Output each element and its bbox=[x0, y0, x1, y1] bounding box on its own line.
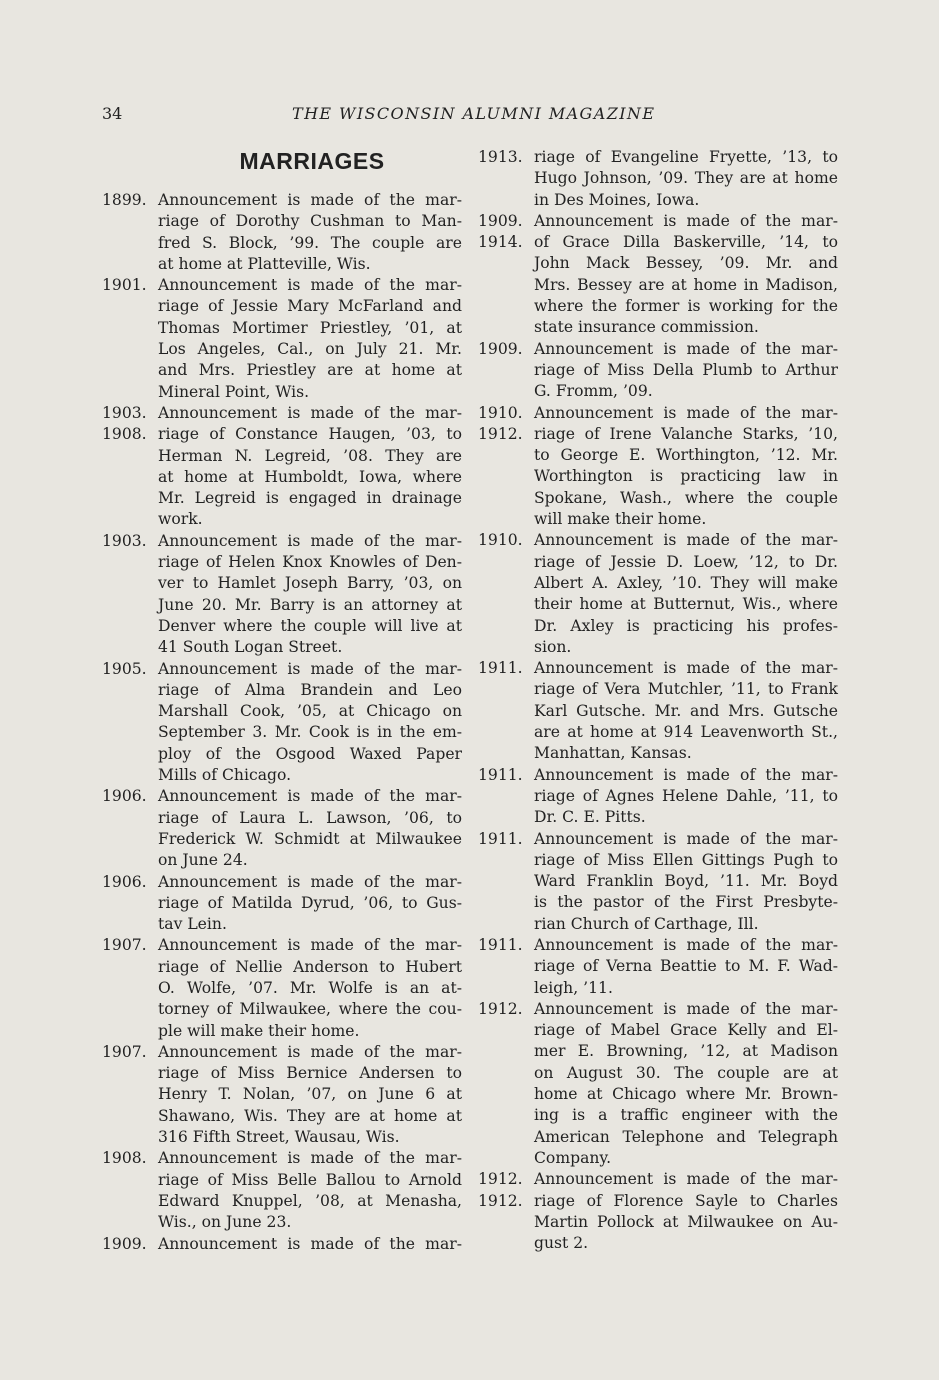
entry-text: at home at Humboldt, Iowa, where bbox=[158, 467, 462, 486]
entry-text: Announcement is made of the mar- bbox=[534, 659, 838, 678]
entry-text: riage of Alma Brandein and Leo bbox=[158, 680, 462, 699]
entry-line bbox=[478, 190, 838, 211]
entry-text: riage of Miss Ellen Gittings Pugh to bbox=[534, 850, 838, 869]
entry-year: 1905. bbox=[102, 659, 147, 678]
entry-text: in Des Moines, Iowa. bbox=[534, 190, 700, 209]
entry-line bbox=[478, 147, 838, 168]
entry-year: 1909. bbox=[478, 211, 523, 230]
entry-text: riage of Miss Bernice Andersen to bbox=[158, 1064, 462, 1083]
entry-text: Edward Knuppel, ’08, at Menasha, bbox=[158, 1191, 462, 1210]
entry-text: riage of Dorothy Cushman to Man- bbox=[158, 212, 462, 231]
entry-line bbox=[478, 530, 838, 551]
entry-text: ple will make their home. bbox=[158, 1021, 360, 1040]
entry-text: American Telephone and Telegraph bbox=[534, 1127, 838, 1146]
left-column-lines bbox=[102, 190, 462, 1255]
entry-line bbox=[102, 744, 462, 765]
entry-text: Thomas Mortimer Priestley, ’01, at bbox=[158, 318, 462, 337]
entry-text: rian Church of Carthage, Ill. bbox=[534, 914, 759, 933]
entry-text: riage of Jessie Mary McFarland and bbox=[158, 297, 462, 316]
entry-text: Announcement is made of the mar- bbox=[158, 531, 462, 550]
entry-line bbox=[478, 296, 838, 317]
entry-year: 1906. bbox=[102, 872, 147, 891]
entry-year: 1909. bbox=[478, 339, 523, 358]
entry-year: 1912. bbox=[478, 424, 523, 443]
entry-line bbox=[102, 1021, 462, 1042]
entry-text: Mr. Legreid is engaged in drainage bbox=[158, 489, 462, 508]
entry-text: G. Fromm, ’09. bbox=[534, 382, 653, 401]
magazine-title: THE WISCONSIN ALUMNI MAGAZINE bbox=[292, 104, 656, 123]
entry-text: Marshall Cook, ’05, at Chicago on bbox=[158, 702, 462, 721]
entry-text: riage of Matilda Dyrud, ’06, to Gus- bbox=[158, 893, 462, 912]
entry-text: Karl Gutsche. Mr. and Mrs. Gutsche bbox=[534, 701, 838, 720]
entry-line bbox=[102, 531, 462, 552]
entry-line bbox=[102, 360, 462, 381]
entry-text: Announcement is made of the mar- bbox=[158, 1149, 462, 1168]
entry-line bbox=[478, 786, 838, 807]
entry-year: 1899. bbox=[102, 191, 147, 209]
entry-text: riage of Jessie D. Loew, ’12, to Dr. bbox=[534, 552, 838, 571]
entry-line bbox=[102, 1042, 462, 1063]
entry-text: tav Lein. bbox=[158, 915, 227, 934]
entry-line bbox=[478, 637, 838, 658]
entry-line bbox=[478, 381, 838, 402]
right-column bbox=[478, 147, 838, 1254]
entry-line bbox=[102, 403, 462, 424]
entry-year: 1912. bbox=[478, 999, 523, 1018]
entry-line bbox=[478, 892, 838, 913]
entry-text: Wis., on June 23. bbox=[158, 1213, 292, 1232]
entry-text: Mills of Chicago. bbox=[158, 766, 292, 785]
entry-year: 1906. bbox=[102, 787, 147, 806]
entry-line bbox=[478, 1169, 838, 1190]
entry-text: Shawano, Wis. They are at home at bbox=[158, 1106, 462, 1125]
entry-text: John Mack Bessey, ’09. Mr. and bbox=[534, 254, 838, 273]
entry-line bbox=[102, 254, 462, 275]
entry-text: fred S. Block, ’99. The couple are bbox=[158, 233, 462, 252]
entry-text: Henry T. Nolan, ’07, on June 6 at bbox=[158, 1085, 462, 1104]
entry-text: ploy of the Osgood Waxed Paper bbox=[158, 744, 462, 763]
entry-text: Manhattan, Kansas. bbox=[534, 744, 692, 763]
entry-line bbox=[102, 318, 462, 339]
entry-line bbox=[102, 382, 462, 403]
right-column-lines bbox=[478, 147, 838, 1254]
entry-text: and Mrs. Priestley are at home at bbox=[158, 361, 462, 380]
entry-line bbox=[478, 701, 838, 722]
entry-year: 1907. bbox=[102, 936, 147, 955]
entry-line bbox=[102, 808, 462, 829]
entry-text: Announcement is made of the mar- bbox=[158, 191, 462, 209]
entry-text: Announcement is made of the mar- bbox=[534, 403, 838, 422]
entry-line bbox=[478, 999, 838, 1020]
entry-line bbox=[478, 1041, 838, 1062]
entry-line bbox=[478, 829, 838, 850]
entry-line bbox=[478, 722, 838, 743]
entry-text: riage of Laura L. Lawson, ’06, to bbox=[158, 808, 462, 827]
entry-text: Company. bbox=[534, 1148, 612, 1167]
entry-line bbox=[478, 488, 838, 509]
entry-line bbox=[478, 253, 838, 274]
entry-text: ing is a traffic engineer with the bbox=[534, 1106, 838, 1125]
entry-text: Albert A. Axley, ’10. They will make bbox=[534, 573, 838, 592]
entry-text: where the former is working for the bbox=[534, 297, 838, 316]
entry-text: gust 2. bbox=[534, 1234, 589, 1253]
entry-text: riage of Agnes Helene Dahle, ’11, to bbox=[534, 786, 838, 805]
entry-text: to George E. Worthington, ’12. Mr. bbox=[534, 446, 838, 465]
entry-text: riage of Constance Haugen, ’03, to bbox=[158, 425, 462, 444]
entry-text: riage of Mabel Grace Kelly and El- bbox=[534, 1021, 838, 1040]
entry-text: Announcement is made of the mar- bbox=[158, 787, 462, 806]
entry-line bbox=[478, 978, 838, 999]
entry-line bbox=[102, 680, 462, 701]
entry-year: 1903. bbox=[102, 403, 147, 422]
entry-line bbox=[102, 659, 462, 680]
entry-line bbox=[102, 509, 462, 530]
entry-text: are at home at 914 Leavenworth St., bbox=[534, 723, 838, 742]
entry-line bbox=[102, 637, 462, 658]
entry-text: Announcement is made of the mar- bbox=[534, 1170, 838, 1189]
entry-text: riage of Miss Belle Ballou to Arnold bbox=[158, 1170, 462, 1189]
entry-text: riage of Florence Sayle to Charles bbox=[534, 1191, 838, 1210]
entry-text: Mrs. Bessey are at home in Madison, bbox=[534, 275, 838, 294]
entry-text: Dr. Axley is practicing his profes- bbox=[534, 616, 838, 635]
entry-line bbox=[102, 935, 462, 956]
entry-text: Announcement is made of the mar- bbox=[158, 1042, 462, 1061]
entry-text: sion. bbox=[534, 637, 572, 656]
entry-line bbox=[102, 296, 462, 317]
entry-line bbox=[102, 339, 462, 360]
entry-line bbox=[478, 1063, 838, 1084]
entry-text: Martin Pollock at Milwaukee on Au- bbox=[534, 1212, 838, 1231]
entry-line bbox=[478, 594, 838, 615]
entry-line bbox=[478, 1212, 838, 1233]
entry-line bbox=[478, 1020, 838, 1041]
entry-text: home at Chicago where Mr. Brown- bbox=[534, 1085, 838, 1104]
entry-year: 1911. bbox=[478, 659, 523, 678]
entry-line bbox=[478, 168, 838, 189]
entry-text: Worthington is practicing law in bbox=[534, 467, 838, 486]
entry-line bbox=[102, 233, 462, 254]
entry-year: 1909. bbox=[102, 1234, 147, 1253]
entry-year: 1907. bbox=[102, 1042, 147, 1061]
entry-line bbox=[102, 616, 462, 637]
entry-line bbox=[102, 573, 462, 594]
section-title: MARRIAGES bbox=[239, 148, 385, 174]
entry-line bbox=[478, 466, 838, 487]
entry-text: riage of Vera Mutchler, ’11, to Frank bbox=[534, 680, 838, 699]
entry-line bbox=[478, 807, 838, 828]
entry-text: Announcement is made of the mar- bbox=[158, 403, 462, 422]
entry-text: Announcement is made of the mar- bbox=[534, 935, 838, 954]
entry-year: 1912. bbox=[478, 1170, 523, 1189]
entry-text: Los Angeles, Cal., on July 21. Mr. bbox=[158, 340, 462, 359]
entry-line bbox=[102, 1191, 462, 1212]
entry-line bbox=[102, 978, 462, 999]
entry-text: 316 Fifth Street, Wausau, Wis. bbox=[158, 1128, 400, 1147]
entry-line bbox=[478, 275, 838, 296]
entry-line bbox=[102, 1234, 462, 1255]
entry-line bbox=[102, 552, 462, 573]
entry-line bbox=[478, 1084, 838, 1105]
entry-text: September 3. Mr. Cook is in the em- bbox=[158, 723, 462, 742]
entry-line bbox=[102, 488, 462, 509]
entry-text: riage of Irene Valanche Starks, ’10, bbox=[534, 424, 838, 443]
entry-line bbox=[102, 275, 462, 296]
entry-text: Announcement is made of the mar- bbox=[534, 999, 838, 1018]
entry-line bbox=[102, 850, 462, 871]
entry-text: will make their home. bbox=[534, 510, 707, 529]
entry-text: 41 South Logan Street. bbox=[158, 638, 343, 657]
entry-text: Announcement is made of the mar- bbox=[534, 829, 838, 848]
entry-text: O. Wolfe, ’07. Mr. Wolfe is an at- bbox=[158, 978, 462, 997]
entry-line bbox=[478, 935, 838, 956]
entry-text: mer E. Browning, ’12, at Madison bbox=[534, 1042, 838, 1061]
entry-text: Spokane, Wash., where the couple bbox=[534, 488, 838, 507]
entry-line bbox=[102, 424, 462, 445]
entry-line bbox=[102, 701, 462, 722]
entry-year: 1901. bbox=[102, 276, 147, 295]
entry-text: work. bbox=[158, 510, 203, 529]
entry-line bbox=[478, 360, 838, 381]
entry-text: riage of Miss Della Plumb to Arthur bbox=[534, 360, 838, 379]
entry-text: state insurance commission. bbox=[534, 318, 759, 337]
entry-line bbox=[478, 658, 838, 679]
entry-line bbox=[102, 786, 462, 807]
entry-text: Denver where the couple will live at bbox=[158, 616, 462, 635]
entry-line bbox=[102, 190, 462, 211]
entry-line bbox=[102, 722, 462, 743]
entry-line bbox=[102, 1106, 462, 1127]
entry-line bbox=[102, 765, 462, 786]
entry-line bbox=[102, 211, 462, 232]
entry-text: leigh, ’11. bbox=[534, 978, 613, 997]
entry-text: at home at Platteville, Wis. bbox=[158, 254, 371, 273]
entry-line bbox=[102, 829, 462, 850]
entry-line bbox=[102, 1170, 462, 1191]
entry-text: Announcement is made of the mar- bbox=[158, 936, 462, 955]
entry-line bbox=[478, 1127, 838, 1148]
entry-line bbox=[478, 573, 838, 594]
entry-text: riage of Helen Knox Knowles of Den- bbox=[158, 553, 462, 572]
entry-line bbox=[478, 424, 838, 445]
entry-text: on June 24. bbox=[158, 851, 248, 870]
entry-line bbox=[102, 999, 462, 1020]
entry-year: 1911. bbox=[478, 829, 523, 848]
entry-year: 1910. bbox=[478, 531, 523, 550]
entry-text: Announcement is made of the mar- bbox=[534, 211, 838, 230]
entry-line bbox=[478, 317, 838, 338]
entry-text: is the pastor of the First Presbyte- bbox=[534, 893, 838, 912]
entry-text: Ward Franklin Boyd, ’11. Mr. Boyd bbox=[534, 872, 838, 891]
entry-line bbox=[102, 872, 462, 893]
entry-line bbox=[478, 850, 838, 871]
entry-year: 1912. bbox=[478, 1191, 523, 1210]
entry-line bbox=[478, 956, 838, 977]
entry-line bbox=[478, 765, 838, 786]
entry-line bbox=[102, 893, 462, 914]
entry-text: Hugo Johnson, ’09. They are at home bbox=[534, 169, 838, 188]
entry-text: Dr. C. E. Pitts. bbox=[534, 808, 646, 827]
entry-line bbox=[102, 595, 462, 616]
entry-text: Announcement is made of the mar- bbox=[158, 659, 462, 678]
entry-line bbox=[102, 1084, 462, 1105]
entry-year: 1908. bbox=[102, 425, 147, 444]
entry-year: 1910. bbox=[478, 403, 523, 422]
entry-year: 1913. bbox=[478, 148, 523, 166]
entry-line bbox=[478, 914, 838, 935]
entry-text: Frederick W. Schmidt at Milwaukee bbox=[158, 829, 462, 848]
entry-line bbox=[478, 552, 838, 573]
entry-line bbox=[478, 339, 838, 360]
left-column bbox=[102, 147, 462, 1255]
entry-text: Announcement is made of the mar- bbox=[158, 872, 462, 891]
entry-line bbox=[102, 446, 462, 467]
entry-line bbox=[478, 232, 838, 253]
entry-line bbox=[478, 403, 838, 424]
entry-line bbox=[478, 1233, 838, 1254]
entry-line bbox=[102, 1063, 462, 1084]
entry-text: torney of Milwaukee, where the cou- bbox=[158, 1000, 462, 1019]
entry-line bbox=[102, 467, 462, 488]
entry-year: 1911. bbox=[478, 765, 523, 784]
entry-text: ver to Hamlet Joseph Barry, ’03, on bbox=[158, 574, 462, 593]
entry-year: 1908. bbox=[102, 1149, 147, 1168]
entry-year: 1903. bbox=[102, 531, 147, 550]
entry-text: June 20. Mr. Barry is an attorney at bbox=[158, 595, 462, 614]
entry-text: Herman N. Legreid, ’08. They are bbox=[158, 446, 462, 465]
entry-text: riage of Verna Beattie to M. F. Wad- bbox=[534, 957, 838, 976]
entry-year: 1911. bbox=[478, 935, 523, 954]
entry-year: 1914. bbox=[478, 233, 523, 252]
entry-text: Announcement is made of the mar- bbox=[534, 339, 838, 358]
entry-line bbox=[478, 445, 838, 466]
entry-text: Announcement is made of the mar- bbox=[534, 765, 838, 784]
entry-line bbox=[102, 914, 462, 935]
entry-text: riage of Nellie Anderson to Hubert bbox=[158, 957, 462, 976]
entry-text: Mineral Point, Wis. bbox=[158, 382, 310, 401]
page-number: 34 bbox=[102, 104, 123, 123]
entry-text: Announcement is made of the mar- bbox=[158, 1234, 462, 1253]
entry-line bbox=[478, 1191, 838, 1212]
entry-line bbox=[478, 616, 838, 637]
entry-line bbox=[478, 679, 838, 700]
entry-line bbox=[102, 1127, 462, 1148]
entry-line bbox=[478, 1105, 838, 1126]
entry-text: of Grace Dilla Baskerville, ’14, to bbox=[534, 233, 838, 252]
entry-line bbox=[478, 871, 838, 892]
entry-text: Announcement is made of the mar- bbox=[534, 531, 838, 550]
entry-text: riage of Evangeline Fryette, ’13, to bbox=[534, 148, 838, 166]
entry-line bbox=[102, 1212, 462, 1233]
entry-line bbox=[102, 1148, 462, 1169]
entry-text: their home at Butternut, Wis., where bbox=[534, 595, 838, 614]
entry-line bbox=[478, 509, 838, 530]
page-header bbox=[102, 104, 837, 128]
entry-line bbox=[102, 957, 462, 978]
entry-line bbox=[478, 1148, 838, 1169]
entry-line bbox=[478, 211, 838, 232]
entry-text: Announcement is made of the mar- bbox=[158, 276, 462, 295]
entry-line bbox=[478, 743, 838, 764]
entry-text: on August 30. The couple are at bbox=[534, 1063, 838, 1082]
